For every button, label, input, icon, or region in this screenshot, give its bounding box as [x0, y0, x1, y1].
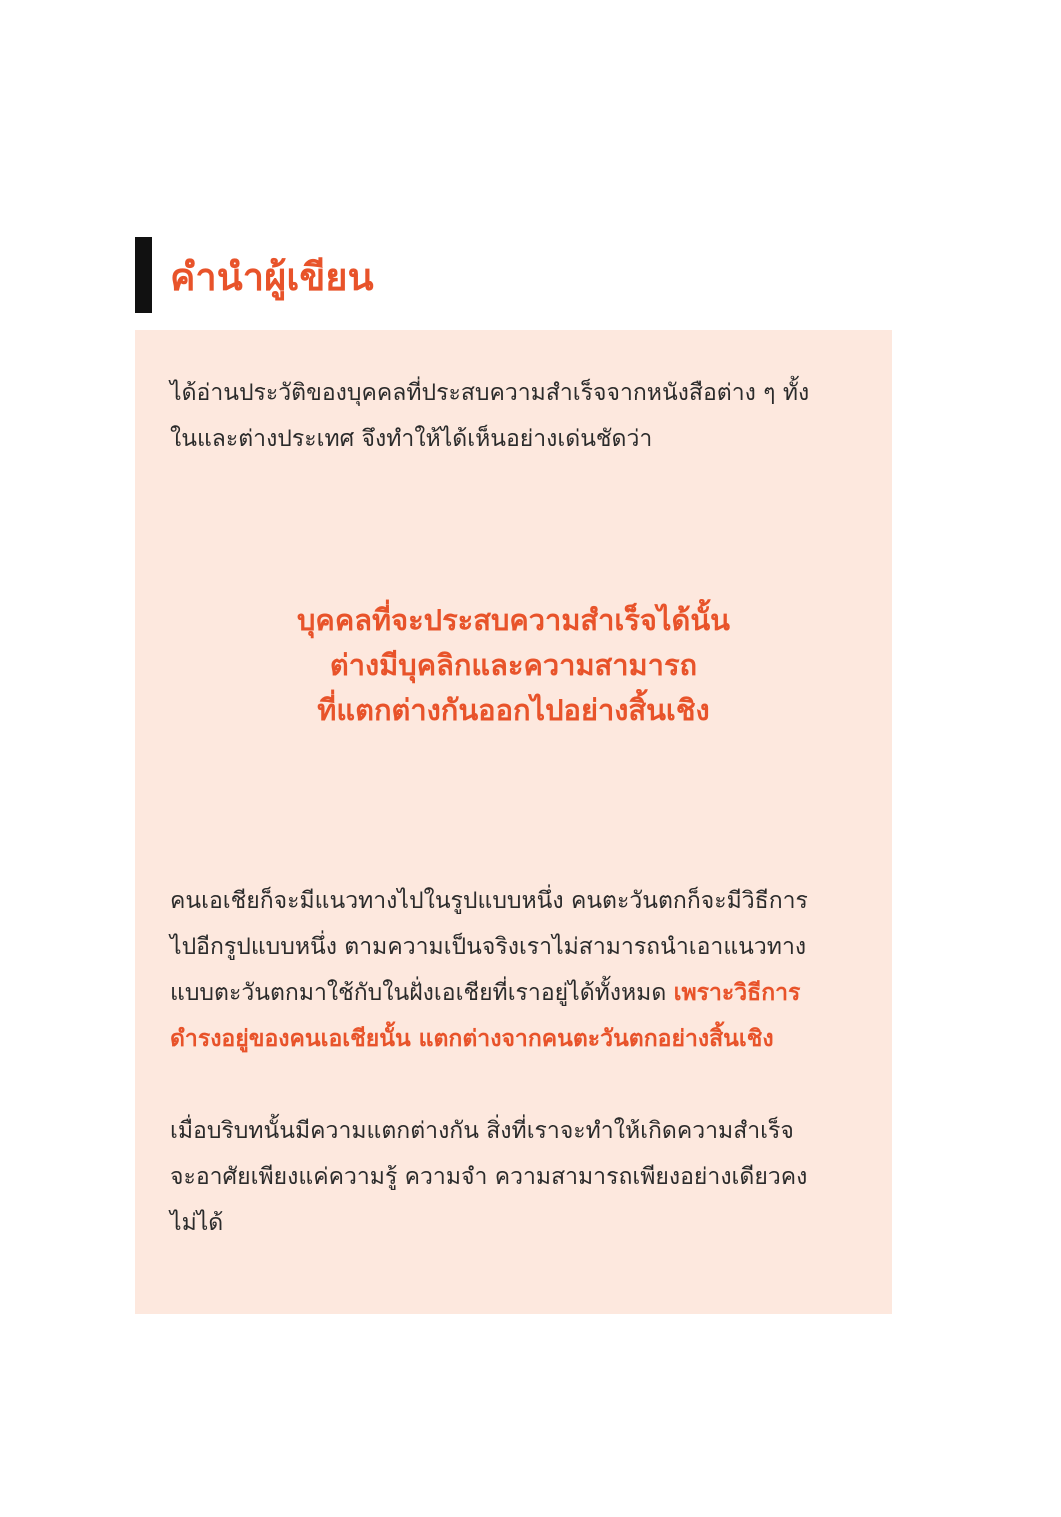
- closing-line-2: จะอาศัยเพียงแค่ความรู้ ความจำ ความสามารถเพียงอย่างเดียวคง: [170, 1164, 808, 1190]
- quote-line-3: ที่แตกต่างกันออกไปอย่างสิ้นเชิง: [317, 693, 710, 727]
- body-highlight-2: ดำรงอยู่ของคนเอเชียนั้น แตกต่างจากคนตะวันตกอย่างสิ้นเชิง: [170, 1026, 774, 1052]
- intro-paragraph: [170, 370, 870, 462]
- body-line-3: แบบตะวันตกมาใช้กับในฝั่งเอเชียที่เราอยู่ได้ทั้งหมด: [170, 980, 667, 1006]
- content-panel: [135, 330, 892, 1314]
- closing-line-1: เมื่อบริบทนั้นมีความแตกต่างกัน สิ่งที่เราจะทำให้เกิดความสำเร็จ: [170, 1118, 794, 1144]
- body-line-2: ไปอีกรูปแบบหนึ่ง ตามความเป็นจริงเราไม่สามารถนำเอาแนวทาง: [170, 934, 807, 960]
- body-highlight-1: เพราะวิธีการ: [673, 980, 801, 1006]
- closing-line-3: ไม่ได้: [170, 1210, 224, 1236]
- pull-quote: [135, 598, 892, 733]
- title-accent-bar: [135, 237, 152, 313]
- body-line-1: คนเอเชียก็จะมีแนวทางไปในรูปแบบหนึ่ง คนตะวันตกก็จะมีวิธีการ: [170, 888, 808, 914]
- intro-line-2: ในและต่างประเทศ จึงทำให้ได้เห็นอย่างเด่นชัดว่า: [170, 426, 653, 452]
- quote-line-2: ต่างมีบุคลิกและความสามารถ: [329, 648, 698, 682]
- page-title: คำนำผู้เขียน: [170, 255, 374, 299]
- body-paragraph: [170, 878, 870, 1062]
- quote-line-1: บุคคลที่จะประสบความสำเร็จได้นั้น: [297, 603, 730, 637]
- intro-line-1: ได้อ่านประวัติของบุคคลที่ประสบความสำเร็จจากหนังสือต่าง ๆ ทั้ง: [170, 380, 810, 406]
- closing-paragraph: [170, 1108, 870, 1246]
